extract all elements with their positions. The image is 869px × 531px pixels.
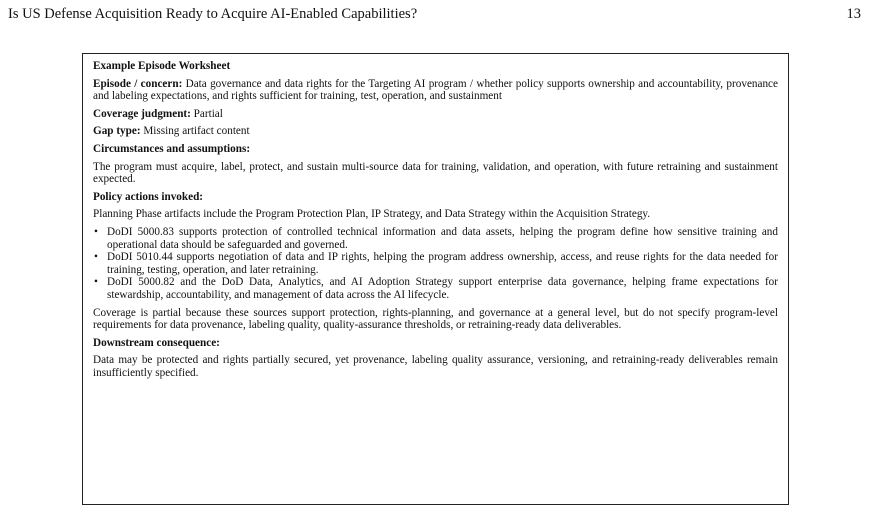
policy-actions-intro: Planning Phase artifacts include the Program Protection Plan, IP Strategy, and Data Strategy within the Acquisition Strategy.: [93, 208, 651, 221]
policy-actions-heading: [93, 191, 778, 204]
coverage-judgment: [93, 108, 778, 121]
downstream-text: Data may be protected and rights partially secured, yet provenance, labeling quality assurance, versioning, and retraining-ready deliverables remain insufficiently specified.: [93, 354, 778, 379]
circumstances-heading: [93, 143, 778, 156]
page-number: 13: [846, 6, 861, 22]
gap-text: Missing artifact content: [143, 125, 250, 138]
bullet-icon: •: [94, 276, 98, 289]
coverage-text: Partial: [193, 107, 223, 120]
list-item-text: DoDI 5000.83 supports protection of controlled technical information and data assets, helping the program define how sensitive training and operational data should be safeguarded and governed.: [107, 225, 778, 251]
policy-actions-list: [93, 226, 778, 302]
coverage-label: Coverage judgment:: [93, 107, 191, 120]
downstream-heading: [93, 337, 778, 350]
list-item: [93, 251, 778, 276]
downstream-heading-text: Downstream consequence:: [93, 336, 220, 349]
bullet-icon: •: [94, 251, 98, 264]
gap-type: [93, 125, 778, 138]
list-item-text: DoDI 5000.82 and the DoD Data, Analytics, and AI Adoption Strategy support enterprise data governance, helping frame expectations for stewardship, accountability, and management of data across the AI lifecycle.: [107, 276, 778, 301]
running-head: Is US Defense Acquisition Ready to Acquire AI-Enabled Capabilities?: [8, 6, 418, 22]
episode-label: Episode / concern:: [93, 77, 183, 90]
coverage-conclusion: Coverage is partial because these sources support protection, rights-planning, and governance at a general level, but do not specify program-level requirements for data provenance, labeling quality, quality-assurance thresholds, or retraining-ready data deliverables.: [93, 306, 778, 332]
circumstances-text: The program must acquire, label, protect, and sustain multi-source data for training, validation, and operation, with future retraining and sustainment expected.: [93, 160, 778, 186]
episode-text: Data governance and data rights for the Targeting AI program / whether policy supports ownership and accountability, provenance and labeling expectations, and rights sufficient for training, test, operation, and sustainment: [93, 77, 778, 103]
episode-worksheet: [82, 53, 789, 505]
worksheet-title: [93, 60, 778, 73]
episode-concern: [93, 78, 778, 103]
policy-actions-heading-text: Policy actions invoked:: [93, 190, 204, 203]
list-item-text: DoDI 5010.44 supports negotiation of data and IP rights, helping the program address ownership, access, and reuse rights for the data needed for training, testing, operation, and later retraining.: [107, 251, 778, 276]
gap-label: Gap type:: [93, 125, 141, 138]
circumstances-heading-text: Circumstances and assumptions:: [93, 142, 251, 155]
bullet-icon: •: [94, 225, 98, 238]
list-item: [93, 276, 778, 301]
worksheet-title-text: Example Episode Worksheet: [93, 60, 231, 72]
list-item: [93, 226, 778, 251]
